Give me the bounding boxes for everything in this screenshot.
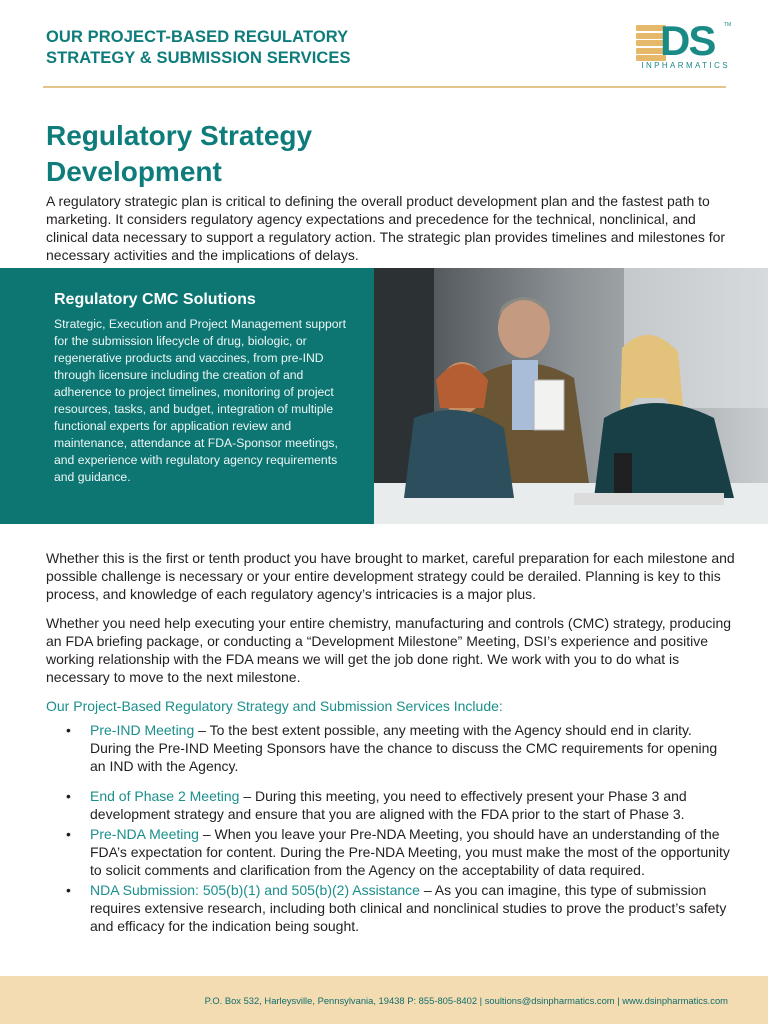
bullet-icon: • — [66, 722, 71, 738]
service-term: Pre-NDA Meeting — [90, 826, 199, 842]
service-term: NDA Submission: 505(b)(1) and 505(b)(2) Assistance — [90, 882, 420, 898]
page-title-line2: Development — [46, 156, 222, 187]
list-item — [66, 787, 736, 823]
service-term: End of Phase 2 Meeting — [90, 788, 240, 804]
header-title-line1: OUR PROJECT-BASED REGULATORY — [46, 28, 349, 46]
team-meeting-illustration — [374, 268, 768, 524]
logo-letters: DS — [660, 17, 715, 64]
service-term: Pre-IND Meeting — [90, 722, 195, 738]
callout-heading: Regulatory CMC Solutions — [54, 291, 256, 308]
intro-paragraph: A regulatory strategic plan is critical to defining the overall product development plan and the fastest path to marketing. It considers regulatory agency expectations and precedence for the technical, nonclinical, and clinical data necessary to support a regulatory action. The strategic plan provides timelines and milestones for necessary activities and the implications of delays. — [46, 193, 726, 263]
header-title-line2: STRATEGY & SUBMISSION SERVICES — [46, 49, 351, 67]
page-title-line1: Regulatory Strategy — [46, 120, 313, 151]
list-item — [66, 825, 736, 879]
services-list-intro: Our Project-Based Regulatory Strategy and Submission Services Include: — [46, 698, 503, 714]
service-desc: – When you leave your Pre-NDA Meeting, you should have an understanding of the FDA’s expectation for content. During the Pre-NDA Meeting, you must make the most of the opportunity to solicit comments and clarification from the Agency on the acceptability of data required. — [90, 826, 730, 878]
services-list — [66, 721, 736, 935]
service-desc: – To the best extent possible, any meeting with the Agency should end in clarity. During the Pre-IND Meeting Sponsors have the chance to discuss the CMC requirements for opening an IND with the Agency. — [90, 722, 718, 774]
callout-body: Strategic, Execution and Project Management support for the submission lifecycle of drug, biologic, or regenerative products and vaccines, from pre-IND through licensure including the creation of and adherence to project timelines, monitoring of project resources, tasks, and budget, integration of multiple functional experts for application review and maintenance, attendance at FDA-Sponsor meetings, and experience with regulatory agency requirements and guidance. — [54, 317, 346, 484]
logo-trademark: TM — [724, 22, 732, 28]
header-title — [46, 27, 426, 69]
list-item — [66, 721, 736, 775]
bullet-icon: • — [66, 882, 71, 898]
team-meeting-photo — [374, 268, 768, 524]
body-paragraph-2: Whether you need help executing your entire chemistry, manufacturing and controls (CMC) strategy, producing an FDA briefing package, or conducting a “Development Milestone” Meeting, DSI’s experience and positive working relationship with the FDA means we will get the job done right. We work with you to do what is necessary to move to the next milestone. — [46, 615, 732, 685]
page-title — [46, 118, 446, 190]
bullet-icon: • — [66, 826, 71, 842]
header-divider — [43, 86, 726, 88]
callout-box — [0, 268, 374, 524]
bullet-icon: • — [66, 788, 71, 804]
body-paragraph-1: Whether this is the first or tenth product you have brought to market, careful preparation for each milestone and possible challenge is necessary or your entire development strategy could be derailed. Planning is key to this process, and knowledge of each regulatory agency’s intricacies is a major plus. — [46, 550, 735, 602]
list-item — [66, 881, 736, 935]
footer-bar — [0, 976, 768, 1024]
service-desc: – During this meeting, you need to effectively present your Phase 3 and development strategy and ensure that you are aligned with the FDA prior to the start of Phase 3. — [90, 788, 687, 822]
service-desc: – As you can imagine, this type of submission requires extensive research, including both clinical and nonclinical studies to prove the product’s safety and efficacy for the indication being sought. — [90, 882, 727, 934]
dsi-logo — [636, 17, 732, 74]
logo-tagline: INPHARMATICS — [641, 61, 730, 70]
footer-contact: P.O. Box 532, Harleysville, Pennsylvania, 19438 P: 855-805-8402 | soultions@dsinpharmatics.com | www.dsinpharmatics.com — [204, 995, 728, 1006]
